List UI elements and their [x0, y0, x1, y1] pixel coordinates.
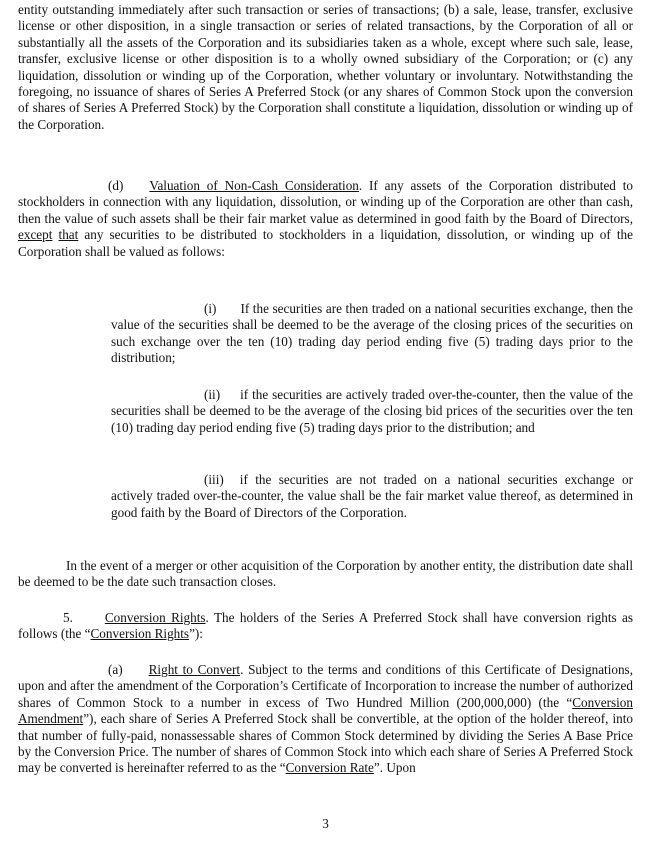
- paragraph-liquidation-events: entity outstanding immediately after such transaction or series of transactions; (b) a sale, lease, transfer, exclusive license or other disposition, in a single transaction or series of related transactions, by the Corporation of all or substantially all the assets of the Corporation and its subsidiaries taken as a whole, except where such sale, lease, transfer, exclusive license or other disposition is to a wholly owned subsidiary of the Corporation; or (c) any liquidation, dissolution or winding up of the Corporation, whether voluntary or involuntary. Notwithstanding the foregoing, no issuance of shares of Series A Preferred Stock (or any shares of Common Stock upon the conversion of shares of Series A Preferred Stock) by the Corporation shall constitute a liquidation, dissolution or winding up of the Corporation.: [18, 2, 633, 132]
- item-number-ii: (ii): [204, 387, 221, 402]
- page-number: 3: [322, 816, 329, 831]
- heading-valuation: Valuation of Non-Cash Consideration: [149, 178, 359, 193]
- defined-term-conversion-amendment: Conversion Amendment: [18, 694, 633, 727]
- paragraph-item-ii: (ii) if the securities are actively traded over-the-counter, then the value of the securities shall be deemed to be the average of the closing bid prices of the securities over the ten (10) trading day period ending five (5) trading days prior to the distribution; and: [111, 387, 633, 435]
- item-number-d: (d): [108, 178, 124, 193]
- item-number-a: (a): [108, 662, 123, 677]
- heading-conversion-rights: Conversion Rights: [104, 610, 206, 625]
- paragraph-item-i: (i) If the securities are then traded on a national securities exchange, then the value of the securities shall be deemed to be the average of the closing prices of the securities on such exchange over the ten (10) trading day period ending five (5) trading days prior to the distribution;: [111, 301, 633, 366]
- paragraph-conversion-rights: 5. Conversion Rights. The holders of the Series A Preferred Stock shall have conversion rights as follows (the “Conversion Rights”):: [18, 610, 634, 642]
- item-number-iii: (iii): [204, 472, 224, 487]
- paragraph-item-iii: (iii) if the securities are not traded on a national securities exchange or actively traded over-the-counter, the value shall be the fair market value thereof, as determined in good faith by the Board of Directors of the Corporation.: [111, 472, 633, 520]
- item-number-i: (i): [204, 301, 217, 316]
- paragraph-right-to-convert: (a) Right to Convert. Subject to the terms and conditions of this Certificate of Designations, upon and after the amendment of the Corporation’s Certificate of Incorporation to increase the number of authorized shares of Common Stock to a number in excess of Two Hundred Million (200,000,000) (the “Conversion Amendment”), each share of Series A Preferred Stock shall be convertible, at the option of the holder thereof, into that number of fully-paid, nonassessable shares of Common Stock determined by dividing the Series A Base Price by the Conversion Price. The number of shares of Common Stock into which each share of Series A Preferred Stock may be converted is hereinafter referred to as the “Conversion Rate”. Upon: [18, 662, 633, 776]
- section-number-5: 5.: [63, 610, 73, 625]
- paragraph-merger: In the event of a merger or other acquisition of the Corporation by another entity, the distribution date shall be deemed to be the date such transaction closes.: [18, 558, 633, 590]
- heading-right-to-convert: Right to Convert: [148, 662, 241, 677]
- term-except: except: [18, 227, 53, 243]
- defined-term-conversion-rate: Conversion Rate: [285, 760, 374, 776]
- term-that: that: [58, 227, 79, 243]
- paragraph-valuation: (d) Valuation of Non-Cash Consideration. If any assets of the Corporation distributed to stockholders in connection with any liquidation, dissolution, or winding up of the Corporation are other than cash, then the value of such assets shall be their fair market value as determined in good faith by the Board of Directors, except that any securities to be distributed to stockholders in a liquidation, dissolution, or winding up of the Corporation shall be valued as follows:: [18, 178, 634, 259]
- defined-term-conversion-rights: Conversion Rights: [90, 626, 190, 642]
